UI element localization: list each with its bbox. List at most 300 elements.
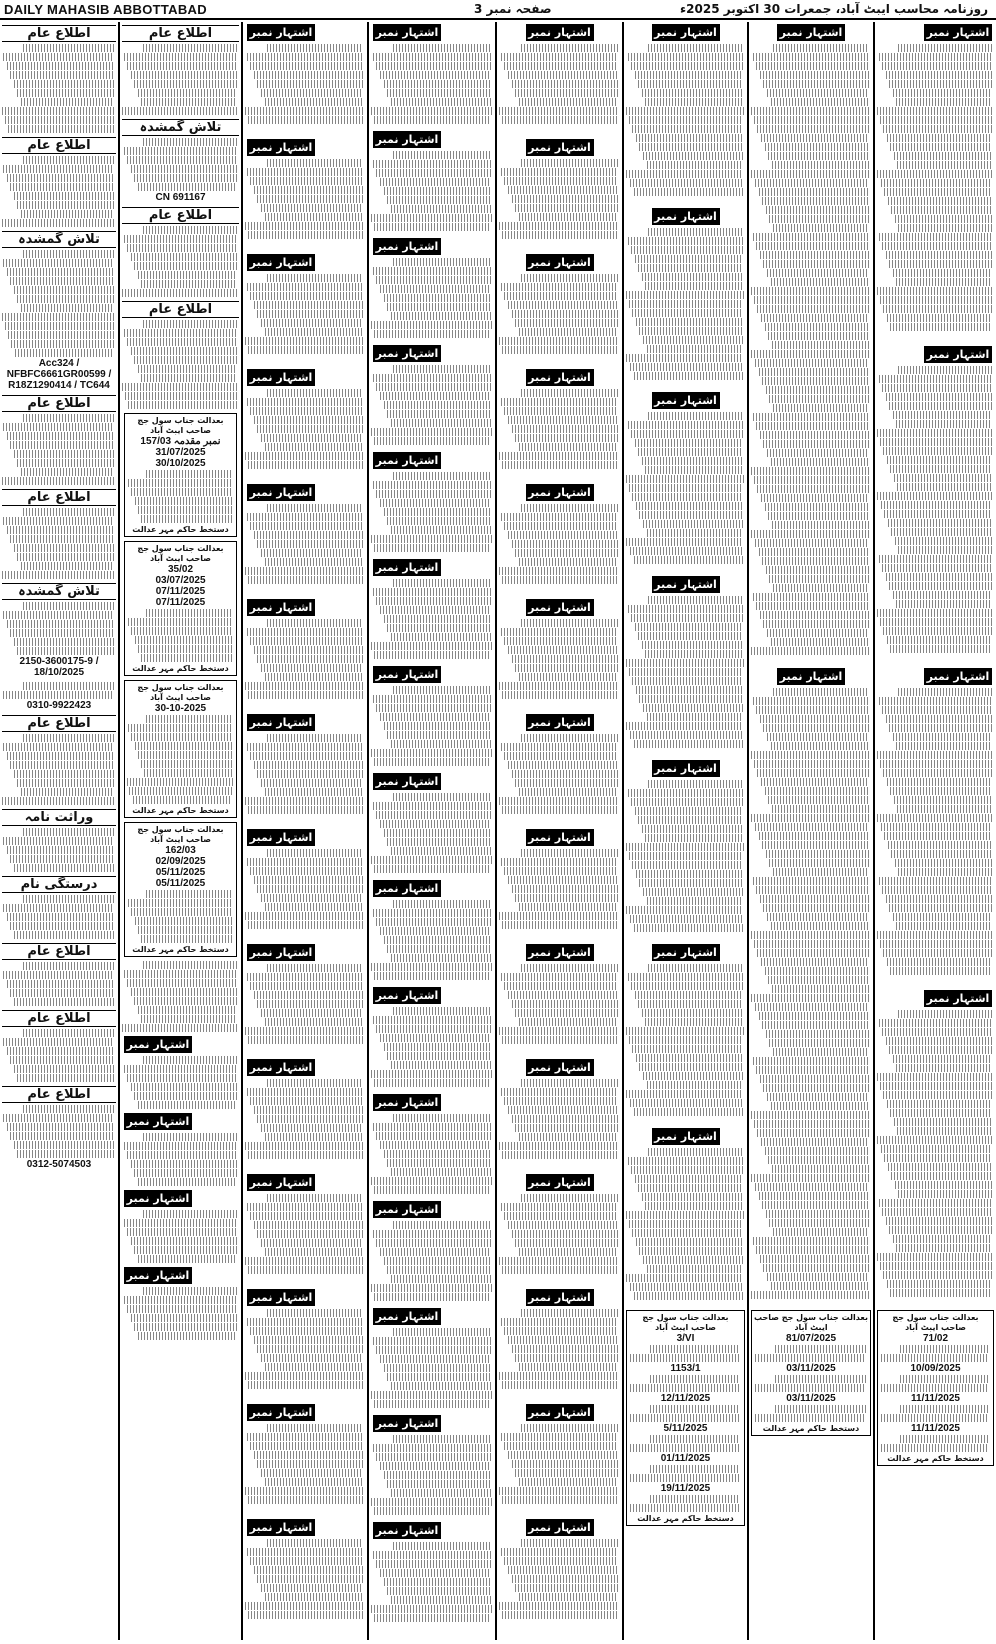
ad-text-line: [384, 294, 491, 302]
ad-text-line: [762, 557, 869, 565]
ad-text-line: [636, 870, 743, 878]
ad-text-line: [374, 651, 491, 659]
ad-text-line: [894, 796, 992, 804]
ad-text-line: [638, 1000, 743, 1008]
ad-heading: تلاش گمشدہ: [2, 231, 116, 248]
ad-text-line: [508, 1221, 618, 1229]
ad-text-line: [636, 1238, 743, 1246]
ad-text-line: [267, 159, 363, 167]
column-4: [369, 22, 495, 1640]
ad-section: [371, 664, 493, 767]
ad-text-line: [898, 546, 992, 554]
ad-number-tag: [501, 599, 618, 616]
ad-text-line: [135, 742, 232, 750]
ad-text-line: [245, 682, 364, 690]
ad-text-line: [647, 529, 743, 537]
ad-text-line: [884, 188, 992, 196]
ad-text-line: [141, 374, 237, 382]
ad-number-label: اشتہار نمبر: [652, 944, 720, 961]
ad-text-line: [771, 922, 869, 930]
ad-text-line: [759, 188, 869, 196]
ad-text-line: [751, 647, 870, 655]
ad-number-label: اشتہار نمبر: [652, 576, 720, 593]
ad-text-line: [638, 80, 743, 88]
ad-text-line: [635, 255, 743, 263]
ad-text-line: [504, 1557, 618, 1565]
ad-text-line: [245, 912, 364, 920]
ad-number-tag: [501, 714, 618, 731]
ad-text-line: [374, 330, 491, 338]
ad-text-line: [645, 834, 743, 842]
ad-text-line: [393, 900, 491, 908]
ad-text-line: [635, 807, 743, 815]
ad-text-line: [254, 991, 363, 999]
ad-text-line: [384, 80, 491, 88]
ad-text-line: [763, 724, 869, 732]
ad-text-line: [2, 219, 115, 227]
ad-text-line: [3, 691, 114, 699]
ad-text-line: [760, 71, 869, 79]
ad-text-line: [877, 1073, 993, 1081]
ad-text-line: [762, 197, 869, 205]
ad-text-line: [650, 1435, 740, 1443]
ad-text-line: [146, 609, 232, 617]
ad-text-line: [519, 788, 618, 796]
ad-text-line: [765, 1147, 869, 1155]
ad-text-line: [23, 414, 114, 422]
ad-text-line: [880, 116, 992, 124]
ad-text-line: [376, 1239, 491, 1247]
ad-text-line: [10, 629, 114, 637]
court-date: 10/09/2025: [910, 1363, 961, 1374]
ad-text-line: [519, 1478, 618, 1486]
ad-text-line: [896, 420, 992, 428]
ad-text-line: [257, 1000, 363, 1008]
ad-text-line: [17, 553, 114, 561]
ad-text-line: [643, 152, 743, 160]
ad-text-line: [629, 1220, 743, 1228]
ad-text-line: [250, 637, 363, 645]
ad-text-line: [124, 53, 237, 61]
ad-text-line: [515, 664, 618, 672]
ad-text-line: [626, 1027, 744, 1035]
ad-number-tag: [628, 1128, 743, 1145]
ad-section: [122, 680, 239, 818]
ad-text-line: [769, 215, 869, 223]
ad-text-line: [628, 421, 743, 429]
ad-text-line: [393, 151, 491, 159]
ad-text-line: [11, 340, 114, 348]
ad-reference: 0312-5074503: [26, 1159, 92, 1170]
ad-text-line: [900, 1405, 989, 1413]
ad-text-line: [760, 1075, 869, 1083]
ad-text-line: [645, 282, 743, 290]
ad-text-line: [247, 743, 363, 751]
ad-text-line: [883, 125, 992, 133]
ad-text-line: [267, 849, 363, 857]
ad-text-line: [3, 517, 114, 525]
ad-text-line: [10, 855, 114, 863]
ad-text-line: [245, 1487, 364, 1495]
ad-text-line: [880, 940, 992, 948]
ad-text-line: [890, 967, 992, 975]
ad-text-line: [391, 419, 491, 427]
ad-text-line: [501, 168, 618, 176]
ad-text-line: [508, 186, 618, 194]
court-notice: [124, 822, 237, 957]
ad-text-line: [512, 540, 618, 548]
ad-text-line: [122, 289, 238, 297]
ad-number-tag: [501, 369, 618, 386]
ad-text-line: [261, 1469, 363, 1477]
ad-text-line: [638, 1184, 743, 1192]
ad-text-line: [893, 89, 992, 97]
ad-heading: اطلاع عام: [2, 715, 116, 732]
ad-text-line: [10, 535, 114, 543]
ad-text-line: [131, 1314, 237, 1322]
ad-text-line: [519, 98, 618, 106]
date-line: روزنامہ محاسب ایبٹ آباد، جمعرات 30 اکتوبر 2025ء: [680, 2, 988, 16]
ad-text-line: [127, 1074, 237, 1082]
ad-text-line: [131, 1160, 237, 1168]
ad-text-line: [768, 152, 869, 160]
ad-text-line: [751, 1111, 870, 1119]
ad-text-line: [889, 402, 992, 410]
ad-text-line: [387, 1266, 491, 1274]
ad-text-line: [250, 177, 363, 185]
ad-text-line: [628, 605, 743, 613]
ad-number-label: اشتہار نمبر: [247, 599, 315, 616]
ad-number-tag: [628, 392, 743, 409]
ad-heading: اطلاع عام: [2, 1010, 116, 1027]
ad-text-line: [3, 743, 114, 751]
ad-text-line: [146, 470, 232, 478]
ad-text-line: [17, 89, 114, 97]
ad-text-line: [642, 825, 743, 833]
ad-text-line: [512, 885, 618, 893]
ad-text-line: [635, 991, 743, 999]
ad-number-label: اشتہار نمبر: [777, 24, 845, 41]
ad-number-tag: [373, 987, 491, 1004]
ad-text-line: [765, 143, 869, 151]
ad-text-line: [519, 903, 618, 911]
ad-number-label: اشتہار نمبر: [526, 139, 594, 156]
ad-section: [2, 876, 116, 939]
ad-number-label: اشتہار نمبر: [924, 990, 992, 1007]
ad-text-line: [502, 576, 618, 584]
ad-section: [499, 597, 620, 708]
court-date: 05/11/2025: [155, 867, 206, 878]
court-date: 03/11/2025: [786, 1393, 836, 1404]
ad-text-line: [642, 457, 743, 465]
ad-text-line: [391, 847, 491, 855]
ad-text-line: [393, 365, 491, 373]
ad-text-line: [887, 1280, 992, 1288]
ad-text-line: [374, 223, 491, 231]
ad-text-line: [508, 991, 618, 999]
ad-text-line: [502, 806, 618, 814]
ad-text-line: [371, 1391, 492, 1399]
ad-text-line: [374, 865, 491, 873]
ad-number-tag: [501, 944, 618, 961]
ad-text-line: [391, 633, 491, 641]
ad-text-line: [261, 319, 363, 327]
ad-text-line: [626, 1211, 744, 1219]
ad-text-line: [7, 1123, 114, 1131]
ad-text-line: [508, 1106, 618, 1114]
ad-text-line: [245, 337, 364, 345]
ad-text-line: [267, 964, 363, 972]
ad-text-line: [502, 461, 618, 469]
ad-text-line: [499, 1372, 619, 1380]
ad-text-line: [512, 425, 618, 433]
ad-text-line: [890, 787, 992, 795]
ad-text-line: [384, 936, 491, 944]
ad-number-tag: [753, 668, 869, 685]
ad-text-line: [127, 1228, 237, 1236]
ad-text-line: [138, 1006, 237, 1014]
ad-text-line: [765, 787, 869, 795]
ad-text-line: [245, 222, 364, 230]
ad-text-line: [642, 273, 743, 281]
ad-text-line: [250, 982, 363, 990]
ad-text-line: [886, 895, 992, 903]
ad-section: [499, 252, 620, 363]
ad-text-line: [757, 1129, 869, 1137]
ad-text-line: [371, 321, 492, 329]
ad-text-line: [501, 973, 618, 981]
ad-text-line: [647, 345, 743, 353]
ad-text-line: [504, 1442, 618, 1450]
ad-text-line: [898, 688, 992, 696]
ad-number-label: اشتہار نمبر: [526, 1059, 594, 1076]
ad-text-line: [376, 1560, 491, 1568]
ad-text-line: [883, 305, 992, 313]
ad-text-line: [890, 1289, 992, 1297]
ad-text-line: [371, 535, 492, 543]
ad-text-line: [143, 1056, 237, 1064]
ad-text-line: [10, 761, 114, 769]
ad-text-line: [10, 277, 114, 285]
ad-text-line: [245, 107, 364, 115]
ad-text-line: [371, 749, 492, 757]
court-date: 02/09/2025: [155, 856, 206, 867]
ad-text-line: [391, 954, 491, 962]
ad-text-line: [257, 425, 363, 433]
ad-text-line: [751, 1174, 869, 1182]
ad-section: [122, 301, 239, 409]
ad-text-line: [768, 332, 869, 340]
ad-text-line: [124, 1296, 237, 1304]
ad-number-label: اشتہار نمبر: [373, 1415, 441, 1432]
ad-text-line: [131, 627, 232, 635]
ad-section: [2, 489, 116, 579]
ad-text-line: [512, 80, 618, 88]
ad-text-line: [384, 508, 491, 516]
ad-text-line: [371, 1284, 492, 1292]
ad-text-line: [751, 170, 869, 178]
ad-text-line: [755, 179, 869, 187]
ad-text-line: [371, 642, 492, 650]
ad-section: [245, 367, 365, 478]
ad-text-line: [387, 731, 491, 739]
ad-text-line: [751, 931, 870, 939]
ad-text-line: [380, 392, 491, 400]
ad-text-line: [880, 618, 992, 626]
court-signature: دستخط حاکم مہر عدالت: [762, 1424, 860, 1433]
ad-text-line: [391, 1061, 491, 1069]
ad-text-line: [877, 170, 992, 178]
ad-text-line: [141, 760, 232, 768]
ad-text-line: [643, 888, 743, 896]
ad-text-line: [753, 593, 869, 601]
ad-text-line: [647, 161, 743, 169]
ad-text-line: [508, 71, 618, 79]
ad-text-line: [384, 1471, 491, 1479]
ad-text-line: [267, 1079, 363, 1087]
ad-text-line: [7, 526, 114, 534]
ad-text-line: [8, 331, 114, 339]
ad-text-line: [380, 1355, 491, 1363]
ad-text-line: [141, 280, 237, 288]
ad-text-line: [893, 411, 992, 419]
ad-text-line: [756, 706, 869, 714]
court-notice: [626, 1310, 745, 1526]
ad-text-line: [502, 1151, 618, 1159]
ad-text-line: [134, 997, 237, 1005]
ad-text-line: [141, 1015, 237, 1023]
ad-text-line: [757, 949, 869, 957]
ad-text-line: [756, 242, 869, 250]
ad-number-tag: [501, 139, 618, 156]
ad-text-line: [257, 1345, 363, 1353]
ad-number-label: اشتہار نمبر: [373, 559, 441, 576]
ad-number-label: اشتہار نمبر: [373, 238, 441, 255]
ad-text-line: [650, 1465, 740, 1473]
court-date: 1153/1: [670, 1363, 701, 1374]
ad-text-line: [629, 668, 743, 676]
ad-text-line: [521, 1309, 618, 1317]
ad-text-line: [387, 1480, 491, 1488]
ad-text-line: [881, 1414, 989, 1422]
ad-text-line: [751, 350, 869, 358]
ad-text-line: [639, 511, 743, 519]
ad-text-line: [17, 1150, 114, 1158]
ad-text-line: [14, 544, 114, 552]
column-7: [749, 22, 873, 1640]
ad-text-line: [373, 267, 491, 275]
ad-text-line: [519, 1133, 618, 1141]
ad-text-line: [247, 53, 363, 61]
ad-text-line: [883, 1091, 992, 1099]
ad-text-line: [879, 555, 992, 563]
ad-text-line: [630, 1099, 743, 1107]
ad-text-line: [387, 1373, 491, 1381]
ad-section: [626, 390, 745, 570]
ad-text-line: [634, 1292, 743, 1300]
ad-text-line: [753, 1057, 869, 1065]
ad-section: [122, 413, 239, 537]
ad-text-line: [754, 116, 869, 124]
ad-text-line: [882, 706, 992, 714]
ad-text-line: [373, 1444, 491, 1452]
ad-text-line: [881, 1384, 989, 1392]
ad-section: [499, 367, 620, 478]
ad-section: [122, 1190, 239, 1263]
ad-text-line: [877, 107, 993, 115]
ad-section: [499, 1172, 620, 1283]
ad-text-line: [521, 734, 618, 742]
ad-text-line: [754, 760, 869, 768]
ad-number-tag: [501, 24, 618, 41]
ad-text-line: [896, 742, 992, 750]
ad-text-line: [248, 231, 363, 239]
ad-text-line: [265, 1593, 363, 1601]
ad-text-line: [763, 1084, 869, 1092]
ad-text-line: [261, 204, 363, 212]
ad-text-line: [254, 186, 363, 194]
ad-text-line: [501, 1088, 618, 1096]
ad-text-line: [265, 98, 363, 106]
ad-text-line: [131, 908, 232, 916]
ad-text-line: [373, 695, 491, 703]
ad-reference: Acc324 / NFBFC6661GR00599 / R18Z1290414 / TC644: [6, 358, 112, 391]
ad-text-line: [250, 522, 363, 530]
ad-text-line: [755, 359, 869, 367]
ad-text-line: [131, 71, 237, 79]
ad-text-line: [373, 588, 491, 596]
ad-text-line: [512, 1460, 618, 1468]
ad-text-line: [891, 1172, 992, 1180]
ad-number-label: اشتہار نمبر: [652, 392, 720, 409]
ad-text-line: [765, 323, 869, 331]
ad-text-line: [7, 432, 114, 440]
ad-text-line: [393, 579, 491, 587]
ad-text-line: [261, 1124, 363, 1132]
ad-text-line: [769, 575, 869, 583]
ad-text-line: [23, 156, 114, 164]
ad-text-line: [631, 1166, 743, 1174]
ad-number-tag: [373, 238, 491, 255]
ad-text-line: [900, 1345, 989, 1353]
ad-text-line: [891, 528, 992, 536]
ad-text-line: [10, 183, 114, 191]
ad-number-label: اشتہار نمبر: [526, 369, 594, 386]
ad-text-line: [893, 591, 992, 599]
ad-text-line: [3, 53, 114, 61]
ad-text-line: [257, 1115, 363, 1123]
ad-text-line: [643, 704, 743, 712]
ad-text-line: [642, 89, 743, 97]
ad-text-line: [768, 512, 869, 520]
page-number: صفحہ نمبر 3: [474, 2, 552, 16]
ad-text-line: [630, 1504, 740, 1512]
court-notice: [751, 1310, 871, 1436]
ad-text-line: [143, 226, 237, 234]
ad-text-line: [7, 174, 114, 182]
ad-section: [626, 1126, 745, 1306]
ad-text-line: [773, 404, 869, 412]
ad-text-line: [384, 1150, 491, 1158]
ad-text-line: [895, 1181, 992, 1189]
ad-text-line: [247, 1433, 363, 1441]
ad-text-line: [648, 228, 743, 236]
ad-text-line: [751, 530, 869, 538]
ad-text-line: [765, 967, 869, 975]
ad-text-line: [380, 499, 491, 507]
ad-number-label: اشتہار نمبر: [247, 139, 315, 156]
ad-section: [245, 1402, 365, 1513]
